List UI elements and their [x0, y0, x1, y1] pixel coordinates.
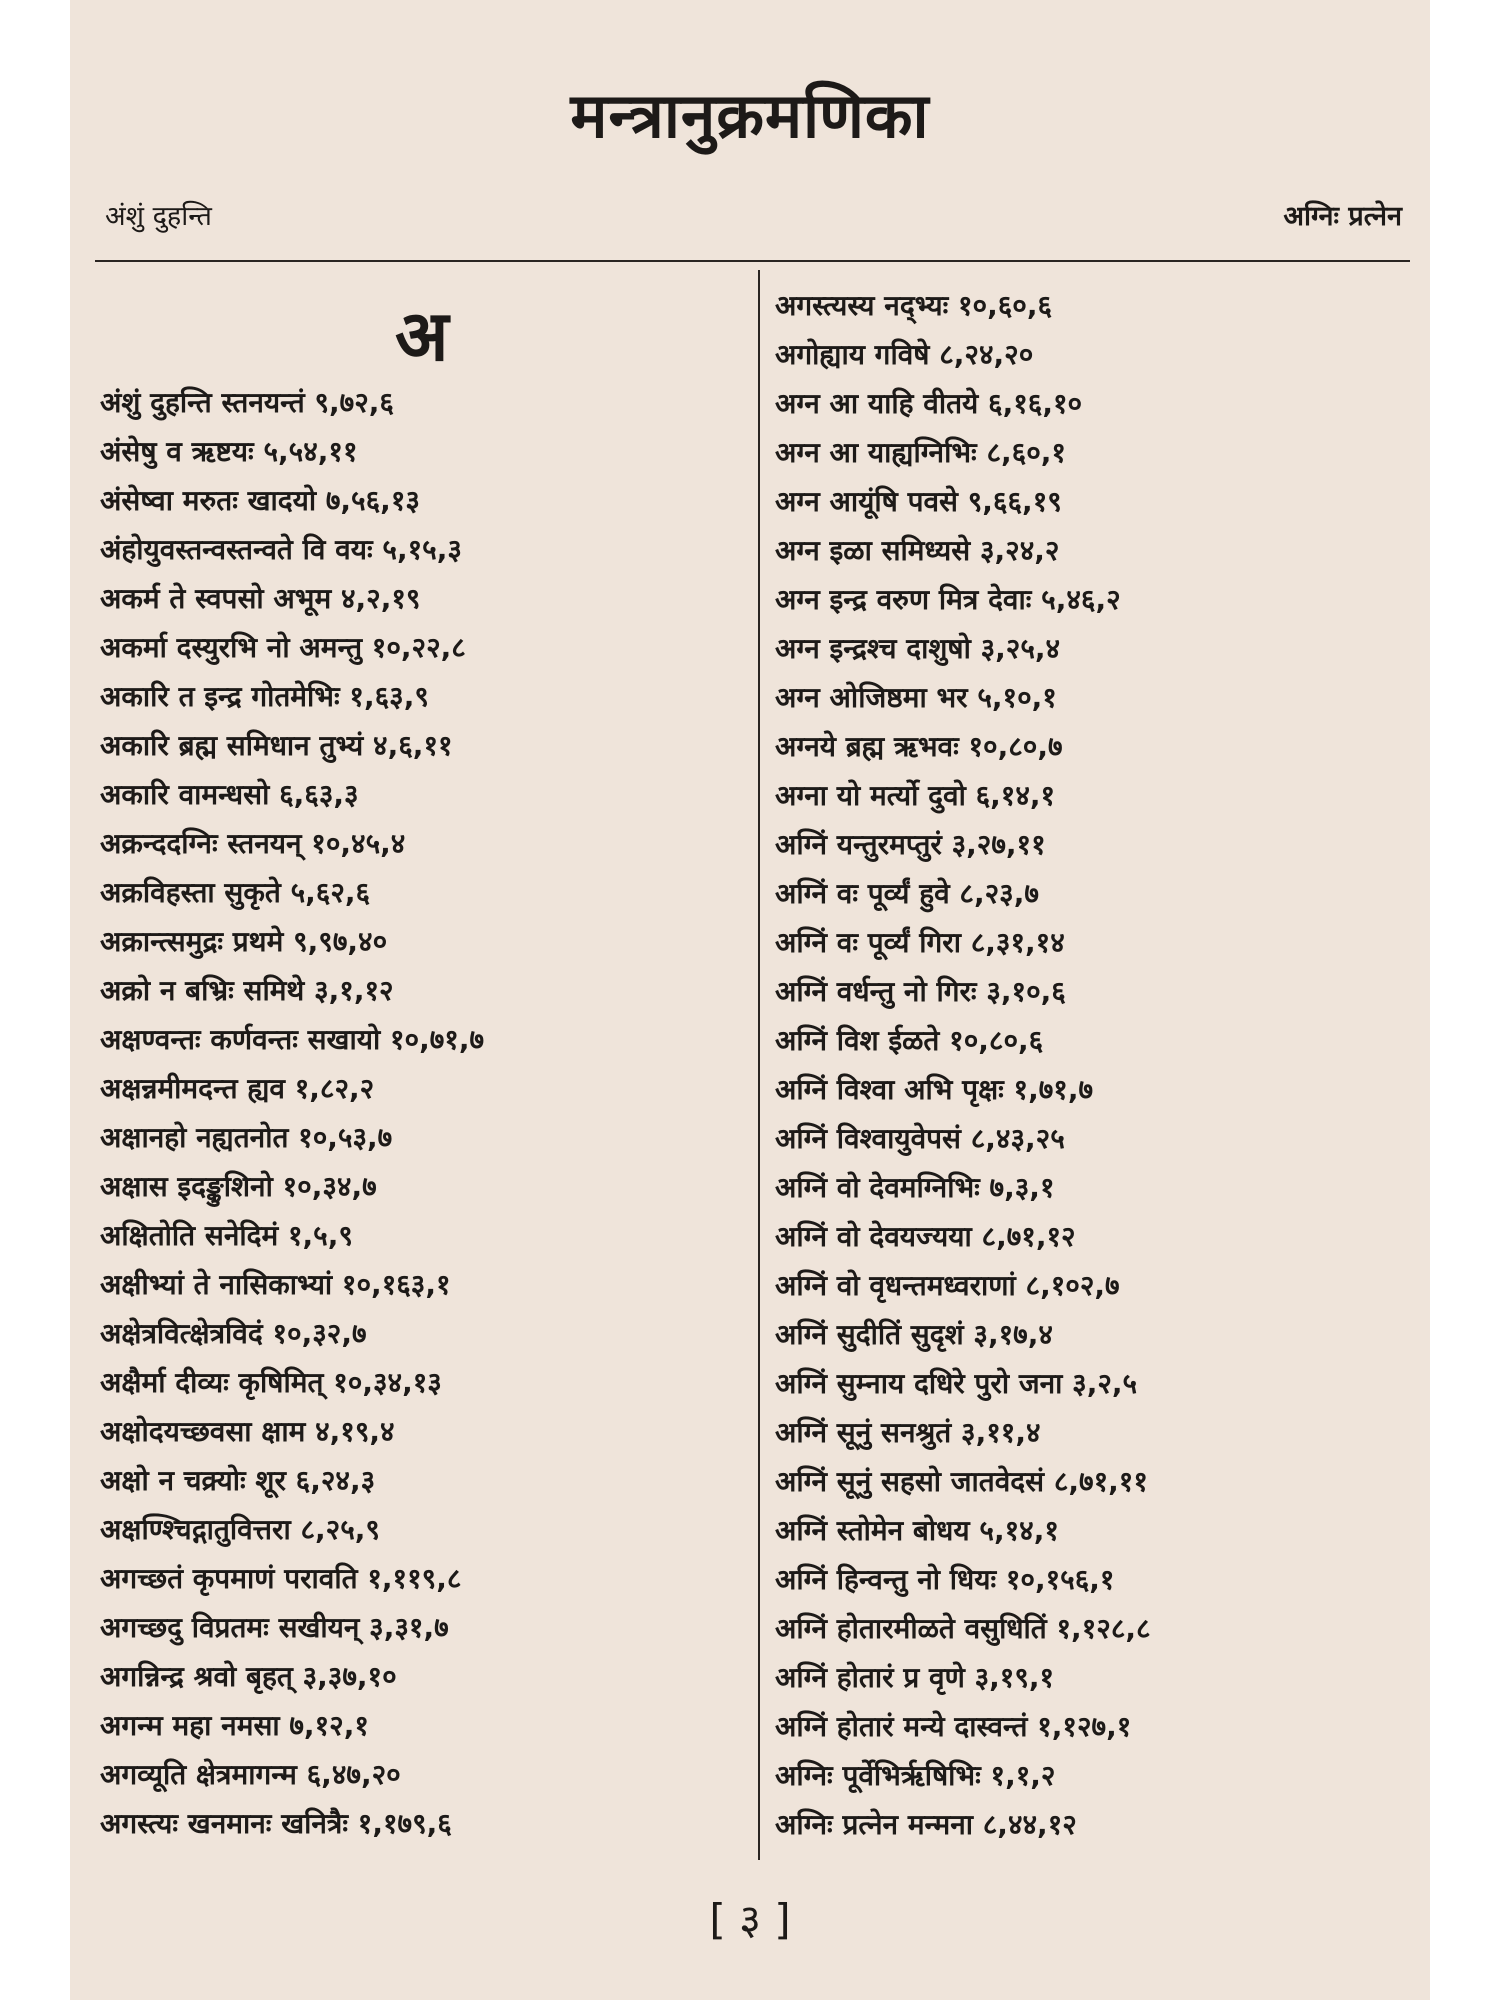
- index-entry: अग्निं वः पूर्व्यं हुवे ८,२३,७: [775, 877, 1039, 910]
- index-entry: अग्निं होतारं मन्ये दास्वन्तं १,१२७,१: [775, 1710, 1132, 1743]
- index-entry: अग्निं होतारं प्र वृणे ३,१९,१: [775, 1661, 1055, 1694]
- index-entry: अकारि ब्रह्म समिधान तुभ्यं ४,६,११: [100, 729, 453, 762]
- index-entry: अग्निं विश्वायुवेपसं ८,४३,२५: [775, 1122, 1065, 1155]
- index-entry: अगस्त्यः खनमानः खनित्रैः १,१७९,६: [100, 1807, 452, 1840]
- index-entry: अग्निं स्तोमेन बोधय ५,१४,१: [775, 1514, 1059, 1547]
- index-entry: अग्निं हिन्वन्तु नो धियः १०,१५६,१: [775, 1563, 1115, 1596]
- index-entry: अकर्मा दस्युरभि नो अमन्तु १०,२२,८: [100, 631, 466, 664]
- index-entry: अक्रान्त्समुद्रः प्रथमे ९,९७,४०: [100, 925, 388, 958]
- index-entry: अक्षन्नमीमदन्त ह्यव १,८२,२: [100, 1072, 375, 1105]
- index-entry: अग्निं वो देवमग्निभिः ७,३,१: [775, 1171, 1055, 1204]
- page-number: [ ३ ]: [709, 1895, 791, 1944]
- index-entry: अग्निं विश्वा अभि पृक्षः १,७१,७: [775, 1073, 1094, 1106]
- index-entry: अकारि त इन्द्र गोतमेभिः १,६३,९: [100, 680, 429, 713]
- section-letter: अ: [395, 295, 449, 377]
- index-entry: अग्न आ याहि वीतये ६,१६,१०: [775, 387, 1083, 420]
- index-entry: अग्निं वो देवयज्यया ८,७१,१२: [775, 1220, 1076, 1253]
- index-entry: अक्षीभ्यां ते नासिकाभ्यां १०,१६३,१: [100, 1268, 451, 1301]
- index-entry: अगच्छदु विप्रतमः सखीयन् ३,३१,७: [100, 1611, 449, 1644]
- index-entry: अक्रविहस्ता सुकृते ५,६२,६: [100, 876, 371, 909]
- index-entry: अक्षण्वन्तः कर्णवन्तः सखायो १०,७१,७: [100, 1023, 485, 1056]
- header-rule: [95, 260, 1410, 262]
- running-head-right: अग्निः प्रत्नेन: [1283, 201, 1402, 232]
- index-entry: अक्षण्श्चिद्गातुवित्तरा ८,२५,९: [100, 1513, 380, 1546]
- page: [70, 0, 1430, 2000]
- index-entry: अक्षेत्रवित्क्षेत्रविदं १०,३२,७: [100, 1317, 367, 1350]
- index-entry: अग्न इळा समिध्यसे ३,२४,२: [775, 534, 1060, 567]
- index-entry: अक्रन्ददग्निः स्तनयन् १०,४५,४: [100, 827, 406, 860]
- index-entry: अंसेषु व ऋष्टयः ५,५४,११: [100, 435, 358, 468]
- index-entry: अगन्म महा नमसा ७,१२,१: [100, 1709, 369, 1742]
- index-entry: अग्निं सुदीतिं सुदृशं ३,१७,४: [775, 1318, 1053, 1351]
- index-entry: अक्षैर्मा दीव्यः कृषिमित् १०,३४,१३: [100, 1366, 442, 1399]
- column-divider: [758, 270, 760, 1860]
- index-entry: अंसेष्वा मरुतः खादयो ७,५६,१३: [100, 484, 420, 517]
- index-entry: अग्न इन्द्र वरुण मित्र देवाः ५,४६,२: [775, 583, 1121, 616]
- index-entry: अगोह्याय गविषे ८,२४,२०: [775, 338, 1034, 371]
- index-entry: अग्निं सुम्नाय दधिरे पुरो जना ३,२,५: [775, 1367, 1138, 1400]
- index-entry: अग्ना यो मर्त्यो दुवो ६,१४,१: [775, 779, 1056, 812]
- right-column: [775, 281, 1151, 1849]
- index-entry: अग्न ओजिष्ठमा भर ५,१०,१: [775, 681, 1057, 714]
- index-entry: अकारि वामन्धसो ६,६३,३: [100, 778, 359, 811]
- index-entry: अग्निं वः पूर्व्यं गिरा ८,३१,१४: [775, 926, 1065, 959]
- index-entry: अंशुं दुहन्ति स्तनयन्तं ९,७२,६: [100, 386, 394, 419]
- index-entry: अगव्यूति क्षेत्रमागन्म ६,४७,२०: [100, 1758, 401, 1791]
- index-entry: अंहोयुवस्तन्वस्तन्वते वि वयः ५,१५,३: [100, 533, 462, 566]
- index-entry: अग्निं यन्तुरमप्तुरं ३,२७,११: [775, 828, 1046, 861]
- index-entry: अग्निः पूर्वेभिर्ऋषिभिः १,१,२: [775, 1759, 1056, 1792]
- index-entry: अगच्छतं कृपमाणं परावति १,११९,८: [100, 1562, 462, 1595]
- index-entry: अक्रो न बभ्रिः समिथे ३,१,१२: [100, 974, 394, 1007]
- index-entry: अक्षो न चक्र्योः शूर ६,२४,३: [100, 1464, 376, 1497]
- index-entry: अग्न इन्द्रश्च दाशुषो ३,२५,४: [775, 632, 1061, 665]
- page-title: मन्त्रानुक्रमणिका: [570, 79, 930, 152]
- index-entry: अग्नये ब्रह्म ऋभवः १०,८०,७: [775, 730, 1063, 763]
- index-entry: अग्निं होतारमीळते वसुधितिं १,१२८,८: [775, 1612, 1151, 1645]
- index-entry: अग्निः प्रत्नेन मन्मना ८,४४,१२: [775, 1808, 1077, 1841]
- index-entry: अगस्त्यस्य नद्भ्यः १०,६०,६: [775, 289, 1053, 322]
- index-entry: अक्षितोति सनेदिमं १,५,९: [100, 1219, 353, 1252]
- index-entry: अग्निं वो वृधन्तमध्वराणां ८,१०२,७: [775, 1269, 1120, 1302]
- index-entry: अग्न आयूंषि पवसे ९,६६,१९: [775, 485, 1062, 518]
- index-entry: अग्निं वर्धन्तु नो गिरः ३,१०,६: [775, 975, 1066, 1008]
- running-head-left: अंशुं दुहन्ति: [105, 201, 212, 232]
- left-column: [100, 378, 484, 1848]
- index-entry: अग्निं सूनुं सहसो जातवेदसं ८,७१,११: [775, 1465, 1148, 1498]
- index-entry: अगन्निन्द्र श्रवो बृहत् ३,३७,१०: [100, 1660, 397, 1693]
- index-entry: अक्षास इदङ्कुशिनो १०,३४,७: [100, 1170, 377, 1203]
- index-entry: अग्न आ याह्यग्निभिः ८,६०,१: [775, 436, 1066, 469]
- index-entry: अकर्म ते स्वपसो अभूम ४,२,१९: [100, 582, 421, 615]
- index-entry: अक्षानहो नह्यतनोत १०,५३,७: [100, 1121, 393, 1154]
- index-entry: अग्निं विश ईळते १०,८०,६: [775, 1024, 1044, 1057]
- index-entry: अग्निं सूनुं सनश्रुतं ३,११,४: [775, 1416, 1041, 1449]
- index-entry: अक्षोदयच्छवसा क्षाम ४,१९,४: [100, 1415, 395, 1448]
